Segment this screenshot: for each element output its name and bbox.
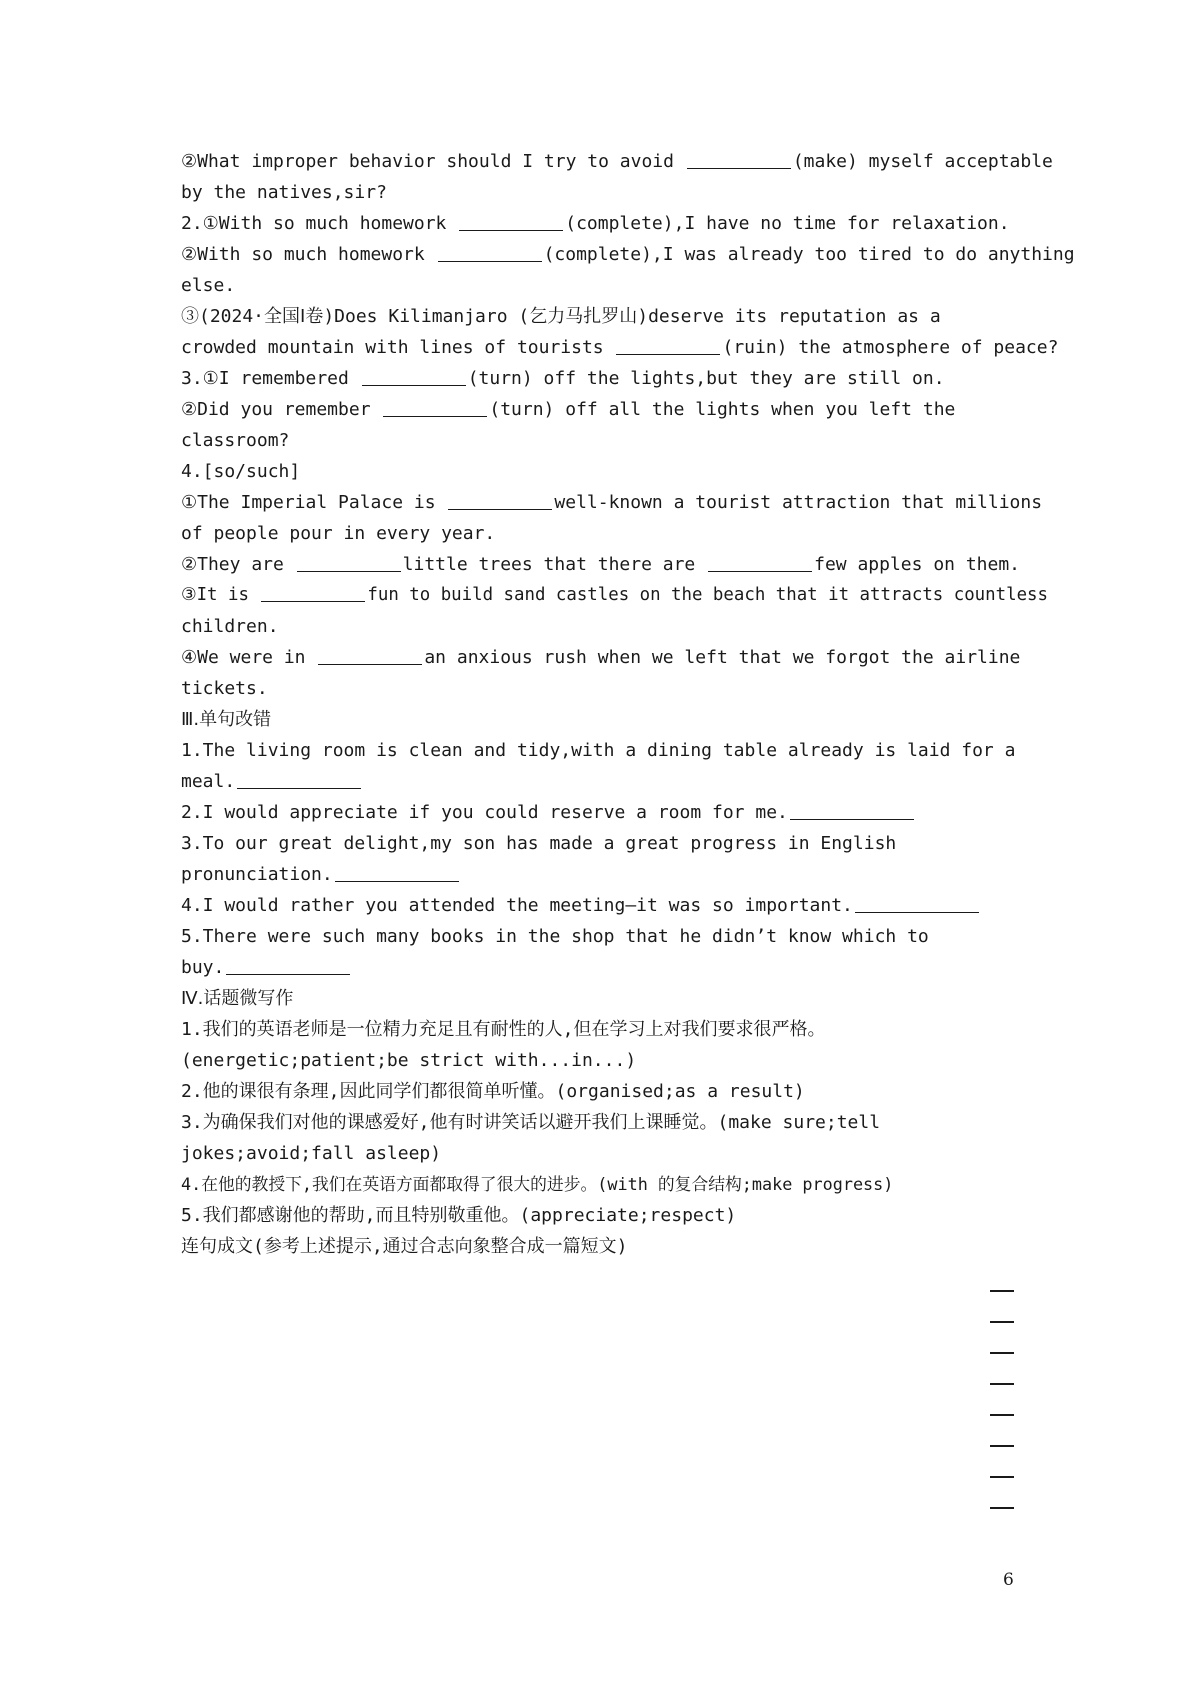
writing-3-cont — [181, 1138, 1016, 1169]
correction-2 — [181, 797, 1016, 828]
question-text: 2.I would appreciate if you could reserve a room for me. — [181, 802, 788, 823]
question-3-2-cont — [181, 425, 1016, 456]
question-2-3 — [181, 301, 1016, 332]
question-text: classroom? — [181, 430, 290, 451]
answer-blank[interactable] — [237, 768, 361, 789]
correction-5 — [181, 921, 1016, 952]
writing-line — [990, 1445, 1014, 1447]
correction-3-cont — [181, 859, 1016, 890]
question-4-4 — [181, 642, 1021, 673]
writing-2 — [181, 1076, 1016, 1107]
section-heading: Ⅳ.话题微写作 — [181, 988, 294, 1009]
question-text: jokes;avoid;fall asleep) — [181, 1143, 442, 1164]
answer-blank[interactable] — [362, 365, 466, 386]
writing-3 — [181, 1107, 1016, 1138]
writing-line — [990, 1476, 1014, 1478]
question-4-1-cont — [181, 518, 1016, 549]
question-text: 连句成文(参考上述提示,通过合志向象整合成一篇短文) — [181, 1236, 628, 1257]
question-text: 3.①I remembered — [181, 368, 360, 389]
answer-blank[interactable] — [448, 489, 552, 510]
writing-line — [990, 1507, 1014, 1509]
question-2-2-cont — [181, 270, 1016, 301]
question-text: little trees that there are — [402, 554, 707, 575]
writing-line — [990, 1352, 1014, 1354]
answer-blank[interactable] — [226, 954, 350, 975]
question-text: (complete),I have no time for relaxation. — [565, 213, 1010, 234]
question-text: 2.他的课很有条理,因此同学们都很简单听懂。(organised;as a result) — [181, 1081, 805, 1102]
question-text: few apples on them. — [814, 554, 1021, 575]
answer-blank[interactable] — [616, 334, 720, 355]
answer-blank[interactable] — [335, 861, 459, 882]
answer-blank[interactable] — [459, 210, 563, 231]
answer-blank[interactable] — [790, 799, 914, 820]
question-text: (turn) off all the lights when you left the — [489, 399, 956, 420]
section-3-title — [181, 704, 1016, 735]
question-text: ②They are — [181, 554, 295, 575]
question-text: ②What improper behavior should I try to avoid — [181, 151, 685, 172]
question-text: well-known a tourist attraction that millions — [554, 492, 1043, 513]
section-heading: Ⅲ.单句改错 — [181, 709, 272, 730]
question-4-2 — [181, 549, 1021, 580]
question-text: 3.To our great delight,my son has made a great progress in English — [181, 833, 897, 854]
question-text: 2.①With so much homework — [181, 213, 458, 234]
question-3-1 — [181, 363, 1016, 394]
answer-blank[interactable] — [297, 551, 401, 572]
question-text: 4.在他的教授下,我们在英语方面都取得了很大的进步。(with 的复合结构;make progress) — [181, 1174, 894, 1194]
question-text: (complete),I was already too tired to do anything — [543, 244, 1075, 265]
question-3-2 — [181, 394, 1016, 425]
question-text: 1.我们的英语老师是一位精力充足且有耐性的人,但在学习上对我们要求很严格。 — [181, 1019, 826, 1040]
answer-blank[interactable] — [708, 551, 812, 572]
writing-1 — [181, 1014, 1016, 1045]
answer-blank[interactable] — [438, 241, 542, 262]
correction-1 — [181, 735, 1016, 766]
answer-blank[interactable] — [855, 892, 979, 913]
question-text: 4.[so/such] — [181, 461, 301, 482]
question-text: 4.I would rather you attended the meeting—it was so important. — [181, 895, 853, 916]
correction-1-cont — [181, 766, 1016, 797]
question-text: 1.The living room is clean and tidy,with a dining table already is laid for a — [181, 740, 1016, 761]
question-text: 5.我们都感谢他的帮助,而且特别敬重他。(appreciate;respect) — [181, 1205, 737, 1226]
answer-blank[interactable] — [687, 148, 791, 169]
section-4-title — [181, 983, 1016, 1014]
question-2-1 — [181, 208, 1016, 239]
answer-blank[interactable] — [383, 396, 487, 417]
question-text: ②Did you remember — [181, 399, 382, 420]
question-text: ④We were in — [181, 647, 317, 668]
answer-blank[interactable] — [261, 581, 365, 602]
question-2-2 — [181, 239, 1075, 270]
writing-line — [990, 1383, 1014, 1385]
writing-final — [181, 1231, 1016, 1262]
question-text: by the natives,sir? — [181, 182, 387, 203]
answer-blank[interactable] — [318, 644, 422, 665]
writing-4 — [181, 1169, 1016, 1200]
question-text: buy. — [181, 957, 225, 978]
correction-5-cont — [181, 952, 1016, 983]
page-number: 6 — [1003, 1570, 1014, 1590]
question-text: ②With so much homework — [181, 244, 436, 265]
question-text: ③(2024·全国Ⅰ卷)Does Kilimanjaro (乞力马扎罗山)deserve its reputation as a — [181, 306, 941, 327]
question-text: pronunciation. — [181, 864, 333, 885]
question-text: (energetic;patient;be strict with...in...) — [181, 1050, 637, 1071]
question-text: meal. — [181, 771, 236, 792]
question-text: ③It is — [181, 585, 260, 605]
question-4-3 — [181, 580, 1048, 611]
question-text: else. — [181, 275, 236, 296]
question-4-4-cont — [181, 673, 1016, 704]
correction-4 — [181, 890, 1016, 921]
writing-line — [990, 1414, 1014, 1416]
writing-5 — [181, 1200, 1016, 1231]
question-1-2 — [181, 146, 1053, 177]
question-text: fun to build sand castles on the beach that it attracts countless — [367, 585, 1048, 605]
question-text: (turn) off the lights,but they are still on. — [467, 368, 945, 389]
question-text: crowded mountain with lines of tourists — [181, 337, 615, 358]
writing-answer-area[interactable] — [990, 1290, 1014, 1538]
question-4-1 — [181, 487, 1043, 518]
question-text: ①The Imperial Palace is — [181, 492, 447, 513]
question-text: 5.There were such many books in the shop that he didn’t know which to — [181, 926, 929, 947]
question-1-2-cont — [181, 177, 1016, 208]
question-2-3-cont — [181, 332, 1059, 363]
question-text: an anxious rush when we left that we forgot the airline — [424, 647, 1021, 668]
writing-line — [990, 1290, 1014, 1292]
question-4-heading — [181, 456, 1016, 487]
question-text: of people pour in every year. — [181, 523, 496, 544]
question-text: children. — [181, 616, 279, 637]
question-text: tickets. — [181, 678, 268, 699]
question-4-3-cont — [181, 611, 1016, 642]
question-text: (ruin) the atmosphere of peace? — [722, 337, 1059, 358]
writing-line — [990, 1321, 1014, 1323]
question-text: (make) myself acceptable — [792, 151, 1053, 172]
writing-1-cont — [181, 1045, 1016, 1076]
worksheet-page — [181, 146, 1075, 1262]
question-text: 3.为确保我们对他的课感爱好,他有时讲笑话以避开我们上课睡觉。(make sure;tell — [181, 1112, 881, 1133]
correction-3 — [181, 828, 1016, 859]
